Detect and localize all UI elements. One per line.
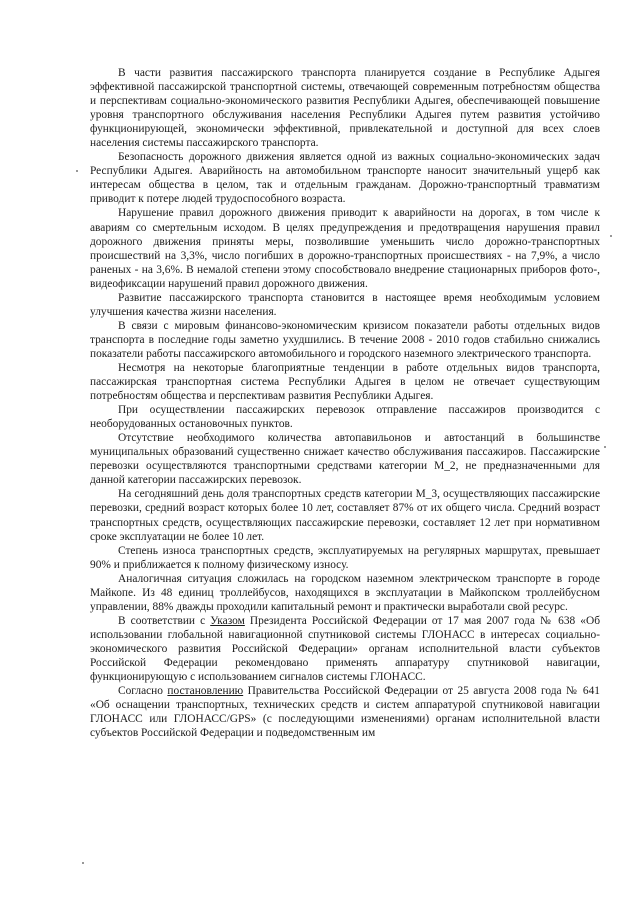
paragraph-5: В связи с мировым финансово-экономическим кризисом показатели работы отдельных видов транспорта в последние годы заметно ухудшились. В течение 2008 - 2010 годов стабильно снижались показатели работы пассажирского автомобильного и городского наземного электрического транспорта. <box>90 319 600 360</box>
paragraph-9: На сегодняшний день доля транспортных средств категории М_3, осуществляющих пассажирские перевозки, средний возраст которых более 10 лет, составляет 87% от их общего числа. Средний возраст транспортных средств, осуществляющих пассажирские перевозки, составляет 12 лет при нормативном сроке эксплуатации не более 10 лет. <box>90 488 600 543</box>
scan-speck <box>82 862 84 864</box>
scan-speck <box>604 446 606 448</box>
scan-speck <box>76 170 78 172</box>
paragraph-12 <box>90 614 600 684</box>
paragraph-13-before: Согласно <box>118 685 168 698</box>
document-page <box>90 66 600 740</box>
paragraph-12-before: В соответствии с <box>118 614 211 627</box>
paragraph-10: Степень износа транспортных средств, эксплуатируемых на регулярных маршрутах, превышает 90% и приближается к полному физическому износу. <box>90 544 600 571</box>
paragraph-7: При осуществлении пассажирских перевозок отправление пассажиров производится с необорудованных остановочных пунктов. <box>90 404 600 431</box>
scan-speck <box>610 235 612 237</box>
paragraph-2: Безопасность дорожного движения является одной из важных социально-экономических задач Республики Адыгея. Аварийность на автомобильном транспорте наносит значительный ущерб как интересам общества в целом, так и отдельным гражданам. Дорожно-транспортный травматизм приводит к потере людей трудоспособного возраста. <box>90 151 600 206</box>
paragraph-1: В части развития пассажирского транспорта планируется создание в Республике Адыгея эффективной пассажирской транспортной системы, отвечающей современным потребностям общества и перспективам социально-экономического развития Республики Адыгея, обеспечивающей повышение уровня транспортного обслуживания населения Республики Адыгея путем развития устойчиво функционирующей, экономически эффективной, привлекательной и доступной для всех слоев населения системы пассажирского транспорта. <box>90 67 600 150</box>
paragraph-3: Нарушение правил дорожного движения приводит к аварийности на дорогах, в том числе к авариям со смертельным исходом. В целях предупреждения и предотвращения нарушения правил дорожного движения приняты меры, позволившие уменьшить число дорожно-транспортных происшествий на 3,3%, число погибших в дорожно-транспортных происшествиях - на 7,9%, а число раненых - на 3,6%. В немалой степени этому способствовало внедрение стационарных приборов фото-, видеофиксации нарушений правил дорожного движения. <box>90 207 600 290</box>
paragraph-6: Несмотря на некоторые благоприятные тенденции в работе отдельных видов транспорта, пассажирская транспортная система Республики Адыгея в целом не отвечает существующим потребностям общества и перспективам развития Республики Адыгея. <box>90 361 600 403</box>
paragraph-8: Отсутствие необходимого количества автопавильонов и автостанций в большинстве муниципальных образований существенно снижает качество обслуживания пассажиров. Пассажирские перевозки осуществляются транспортными средствами категории М_2, не предназначенными для данной категории пассажирских перевозок. <box>90 432 600 487</box>
paragraph-4: Развитие пассажирского транспорта становится в настоящее время необходимым условием улучшения качества жизни населения. <box>90 291 600 318</box>
paragraph-13-after: Правительства Российской Федерации от 25 августа 2008 года № 641 «Об оснащении транспортных, технических средств и систем аппаратурой спутниковой навигации ГЛОНАСС или ГЛОНАСС/GPS» (с последующими изменениями) органам исполнительной власти субъектов Российской Федерации и подведомственным им <box>90 685 600 740</box>
paragraph-11: Аналогичная ситуация сложилась на городском наземном электрическом транспорте в городе Майкопе. Из 48 единиц троллейбусов, находящихся в эксплуатации в Майкопском троллейбусном управлении, 88% дважды проходили капитальный ремонт и практически выработали свой ресурс. <box>90 572 600 613</box>
resolution-link[interactable]: постановлению <box>167 685 244 698</box>
paragraph-12-after: Президента Российской Федерации от 17 мая 2007 года № 638 «Об использовании глобальной навигационной спутниковой системы ГЛОНАСС в интересах социально-экономического развития Российской Федерации» органам исполнительной власти субъектов Российской Федерации рекомендовано применять аппаратуру спутниковой навигации, функционирующую с использованием сигналов системы ГЛОНАСС. <box>90 614 600 684</box>
decree-link[interactable]: Указом <box>210 614 245 627</box>
paragraph-13 <box>90 684 600 740</box>
